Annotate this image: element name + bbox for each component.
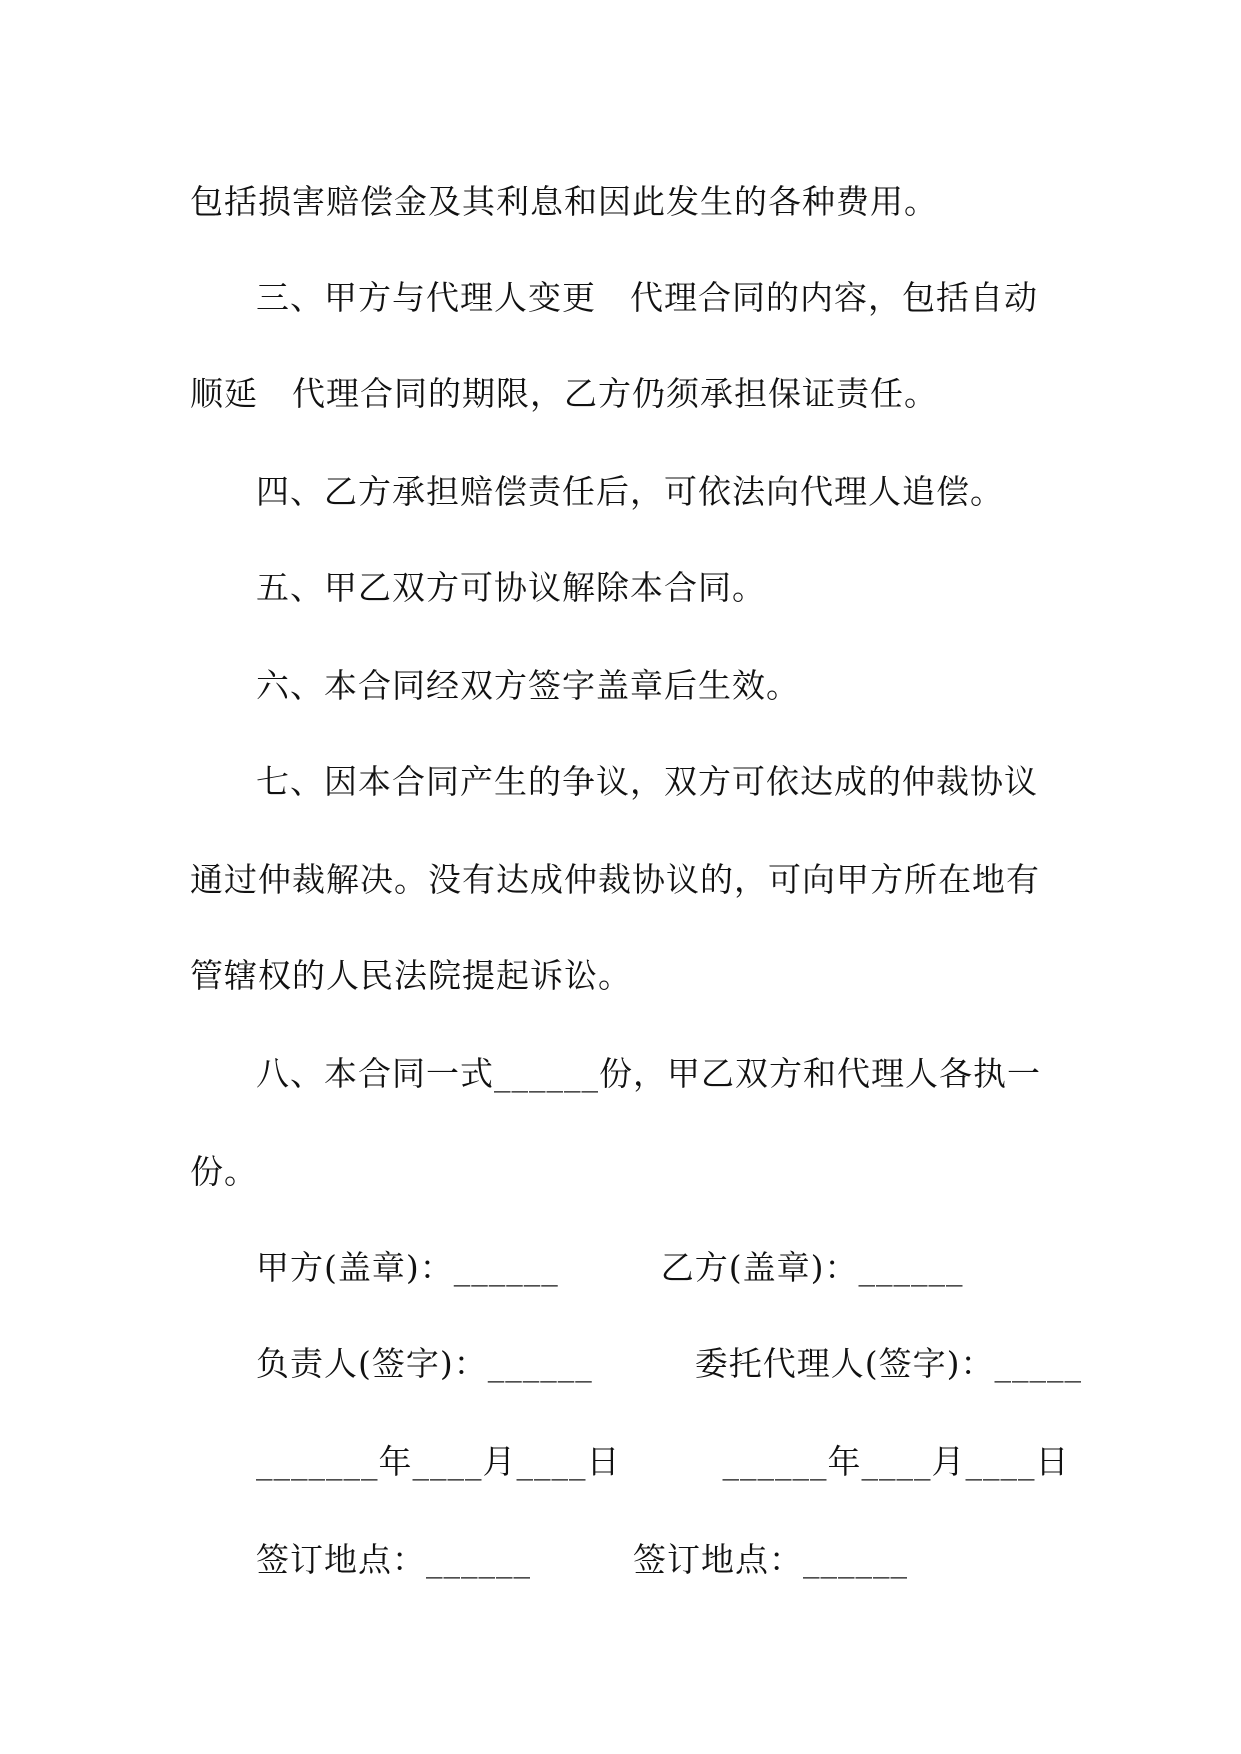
text-line-10: 八、本合同一式______份，甲乙双方和代理人各执一 [256,1054,1041,1093]
text-line-3: 顺延 代理合同的期限，乙方仍须承担保证责任。 [190,374,938,413]
text-line-2: 三、甲方与代理人变更 代理合同的内容，包括自动 [256,278,1038,317]
text-line-11: 份。 [190,1152,258,1191]
text-line-7: 七、因本合同产生的争议，双方可依达成的仲裁协议 [256,762,1038,801]
text-line-4: 四、乙方承担赔偿责任后，可依法向代理人追偿。 [256,472,1004,511]
signing-place-line: 签订地点：______ 签订地点：______ [256,1540,908,1579]
date-line: _______年____月____日 ______年____月____日 [256,1442,1070,1481]
text-line-5: 五、甲乙双方可协议解除本合同。 [256,568,766,607]
signature-line-parties: 甲方(盖章)：______ 乙方(盖章)：______ [256,1248,964,1287]
text-line-9: 管辖权的人民法院提起诉讼。 [190,956,632,995]
text-line-8: 通过仲裁解决。没有达成仲裁协议的，可向甲方所在地有 [190,860,1040,899]
text-line-6: 六、本合同经双方签字盖章后生效。 [256,666,800,705]
signature-line-representatives: 负责人(签字)：______ 委托代理人(签字)：_____ [256,1344,1082,1383]
text-line-1: 包括损害赔偿金及其利息和因此发生的各种费用。 [190,182,938,221]
